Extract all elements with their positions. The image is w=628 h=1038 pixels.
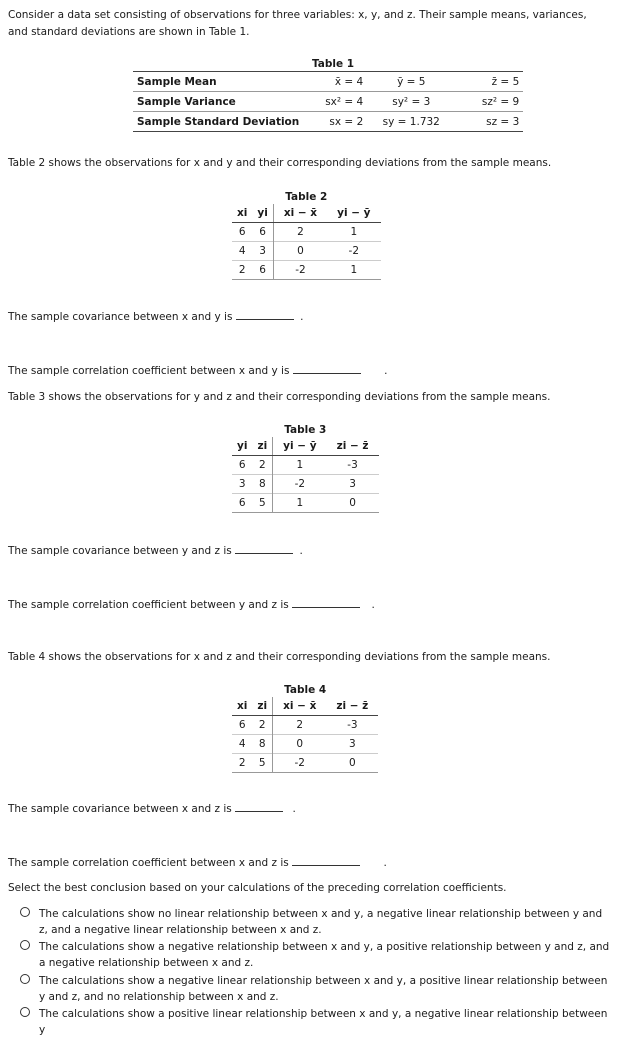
cell: 0 xyxy=(273,735,327,754)
cell: -2 xyxy=(327,242,380,261)
option-4[interactable] xyxy=(20,1006,610,1038)
col-header: yi − ȳ xyxy=(327,204,380,223)
cell: -3 xyxy=(347,459,358,471)
question-text: The sample covariance between x and y is xyxy=(8,311,233,323)
table-row xyxy=(232,716,378,735)
question-text: The sample correlation coefficient between y and z is xyxy=(8,599,289,611)
cell: 1 xyxy=(350,226,358,238)
cell: x̄ = 4 xyxy=(303,72,367,92)
col-header: yi − ȳ xyxy=(273,437,327,456)
table1-row xyxy=(133,92,523,112)
answer-blank-corr-xy[interactable] xyxy=(293,363,361,374)
radio-button[interactable] xyxy=(20,1007,30,1017)
question-text: The sample correlation coefficient between x and z is xyxy=(8,857,289,869)
table2-caption: Table 2 xyxy=(285,191,328,203)
table3-grid xyxy=(232,437,379,513)
col-header: zi xyxy=(252,437,272,456)
col-header: xi xyxy=(232,697,252,716)
table1-row xyxy=(133,112,523,132)
cell: 6 xyxy=(238,459,246,471)
col-header: yi xyxy=(252,204,273,223)
cell: 6 xyxy=(238,719,246,731)
cell: 6 xyxy=(252,223,273,242)
option-1[interactable] xyxy=(20,906,610,938)
cell: 6 xyxy=(252,261,273,280)
cell: 2 xyxy=(232,261,252,280)
cell: sz² = 9 xyxy=(455,92,523,112)
col-header: zi − z̄ xyxy=(326,697,378,716)
table4-grid xyxy=(232,697,378,773)
table-row xyxy=(232,261,381,280)
row-label: Sample Variance xyxy=(133,92,303,112)
period: . xyxy=(384,365,388,377)
col-header: yi xyxy=(232,437,252,456)
table2 xyxy=(232,190,381,280)
cell: 8 xyxy=(252,475,272,494)
intro-text: Consider a data set consisting of observations for three variables: x, y, and z. Their sample means, variances, and standard deviations are shown in Table 1. xyxy=(8,9,587,38)
cell: 0 xyxy=(327,494,379,513)
cell: sz = 3 xyxy=(455,112,523,132)
cell: 2 xyxy=(232,754,252,773)
answer-blank-cov-yz[interactable] xyxy=(235,543,293,554)
cell: sx = 2 xyxy=(303,112,367,132)
radio-button[interactable] xyxy=(20,907,30,917)
table-row xyxy=(232,475,379,494)
answer-blank-corr-xz[interactable] xyxy=(292,855,360,866)
col-header: xi − x̄ xyxy=(273,204,327,223)
cell: 6 xyxy=(232,494,252,513)
cell: 2 xyxy=(296,719,304,731)
table2-intro: Table 2 shows the observations for x and y and their corresponding deviations from the sample means. xyxy=(8,157,552,169)
option-label: The calculations show a negative linear relationship between x and y, a positive linear relationship between y and z, and no relationship between x and z. xyxy=(39,975,608,1003)
table3 xyxy=(232,423,379,513)
cell: z̄ = 5 xyxy=(455,72,523,92)
cell: 5 xyxy=(252,494,272,513)
table1-row xyxy=(133,72,523,92)
select-prompt: Select the best conclusion based on your calculations of the preceding correlation coefficients. xyxy=(8,882,507,894)
answer-blank-cov-xz[interactable] xyxy=(235,801,283,812)
cell: 1 xyxy=(296,459,304,471)
cell: 8 xyxy=(252,735,272,754)
table-row xyxy=(232,754,378,773)
cell: -3 xyxy=(347,719,358,731)
cell: 5 xyxy=(252,754,272,773)
period: . xyxy=(299,545,303,557)
radio-button[interactable] xyxy=(20,974,30,984)
cell: 2 xyxy=(252,456,272,475)
cell: sy² = 3 xyxy=(367,92,455,112)
cell: -2 xyxy=(273,261,327,280)
cell: 3 xyxy=(327,475,379,494)
cell: 0 xyxy=(326,754,378,773)
row-label: Sample Mean xyxy=(133,72,303,92)
cell: 3 xyxy=(232,475,252,494)
cell: -2 xyxy=(273,754,327,773)
table4-caption: Table 4 xyxy=(284,684,327,696)
answer-blank-corr-yz[interactable] xyxy=(292,597,360,608)
period: . xyxy=(383,857,387,869)
option-label: The calculations show a positive linear relationship between x and y, a negative linear relationship between y xyxy=(39,1008,608,1036)
option-label: The calculations show no linear relationship between x and y, a negative linear relationship between y and z, and a negative linear relationship between x and z. xyxy=(39,908,603,936)
table-row xyxy=(232,494,379,513)
table4 xyxy=(232,683,378,773)
cell: 0 xyxy=(273,242,327,261)
cell: 2 xyxy=(252,716,272,735)
table1-grid xyxy=(133,71,523,132)
table1 xyxy=(133,57,523,132)
question-corr-yz xyxy=(8,597,375,611)
table3-caption: Table 3 xyxy=(284,424,327,436)
question-corr-xz xyxy=(8,855,387,869)
cell: 4 xyxy=(232,735,252,754)
answer-blank-cov-xy[interactable] xyxy=(236,309,294,320)
row-label: Sample Standard Deviation xyxy=(133,112,303,132)
question-cov-yz xyxy=(8,543,303,557)
question-text: The sample covariance between x and z is xyxy=(8,803,232,815)
table3-intro: Table 3 shows the observations for y and z and their corresponding deviations from the sample means. xyxy=(8,391,551,403)
cell: 2 xyxy=(297,226,304,238)
period: . xyxy=(292,803,296,815)
question-text: The sample correlation coefficient between x and y is xyxy=(8,365,290,377)
cell: ȳ = 5 xyxy=(367,72,455,92)
question-cov-xy xyxy=(8,309,303,323)
table2-grid xyxy=(232,204,381,280)
table4-intro: Table 4 shows the observations for x and z and their corresponding deviations from the sample means. xyxy=(8,651,551,663)
question-corr-xy xyxy=(8,363,387,377)
cell: sx² = 4 xyxy=(303,92,367,112)
option-3[interactable] xyxy=(20,973,610,1005)
table-row xyxy=(232,242,381,261)
cell: -2 xyxy=(273,475,327,494)
col-header: zi − z̄ xyxy=(327,437,379,456)
option-label: The calculations show a negative relationship between x and y, a positive relationship between y and z, and a negative relationship between x and z. xyxy=(39,941,610,969)
col-header: zi xyxy=(252,697,272,716)
table-row xyxy=(232,223,381,242)
period: . xyxy=(371,599,375,611)
table-row xyxy=(232,456,379,475)
cell: 3 xyxy=(252,242,273,261)
table-row xyxy=(232,735,378,754)
col-header: xi xyxy=(232,204,252,223)
cell: sy = 1.732 xyxy=(367,112,455,132)
cell: 3 xyxy=(326,735,378,754)
table1-caption: Table 1 xyxy=(311,58,355,70)
radio-button[interactable] xyxy=(20,940,30,950)
option-2[interactable] xyxy=(20,939,610,971)
cell: 1 xyxy=(327,261,380,280)
question-cov-xz xyxy=(8,801,296,815)
period: . xyxy=(300,311,304,323)
cell: 6 xyxy=(238,226,246,238)
col-header: xi − x̄ xyxy=(273,697,327,716)
cell: 4 xyxy=(232,242,252,261)
cell: 1 xyxy=(273,494,327,513)
question-text: The sample covariance between y and z is xyxy=(8,545,232,557)
